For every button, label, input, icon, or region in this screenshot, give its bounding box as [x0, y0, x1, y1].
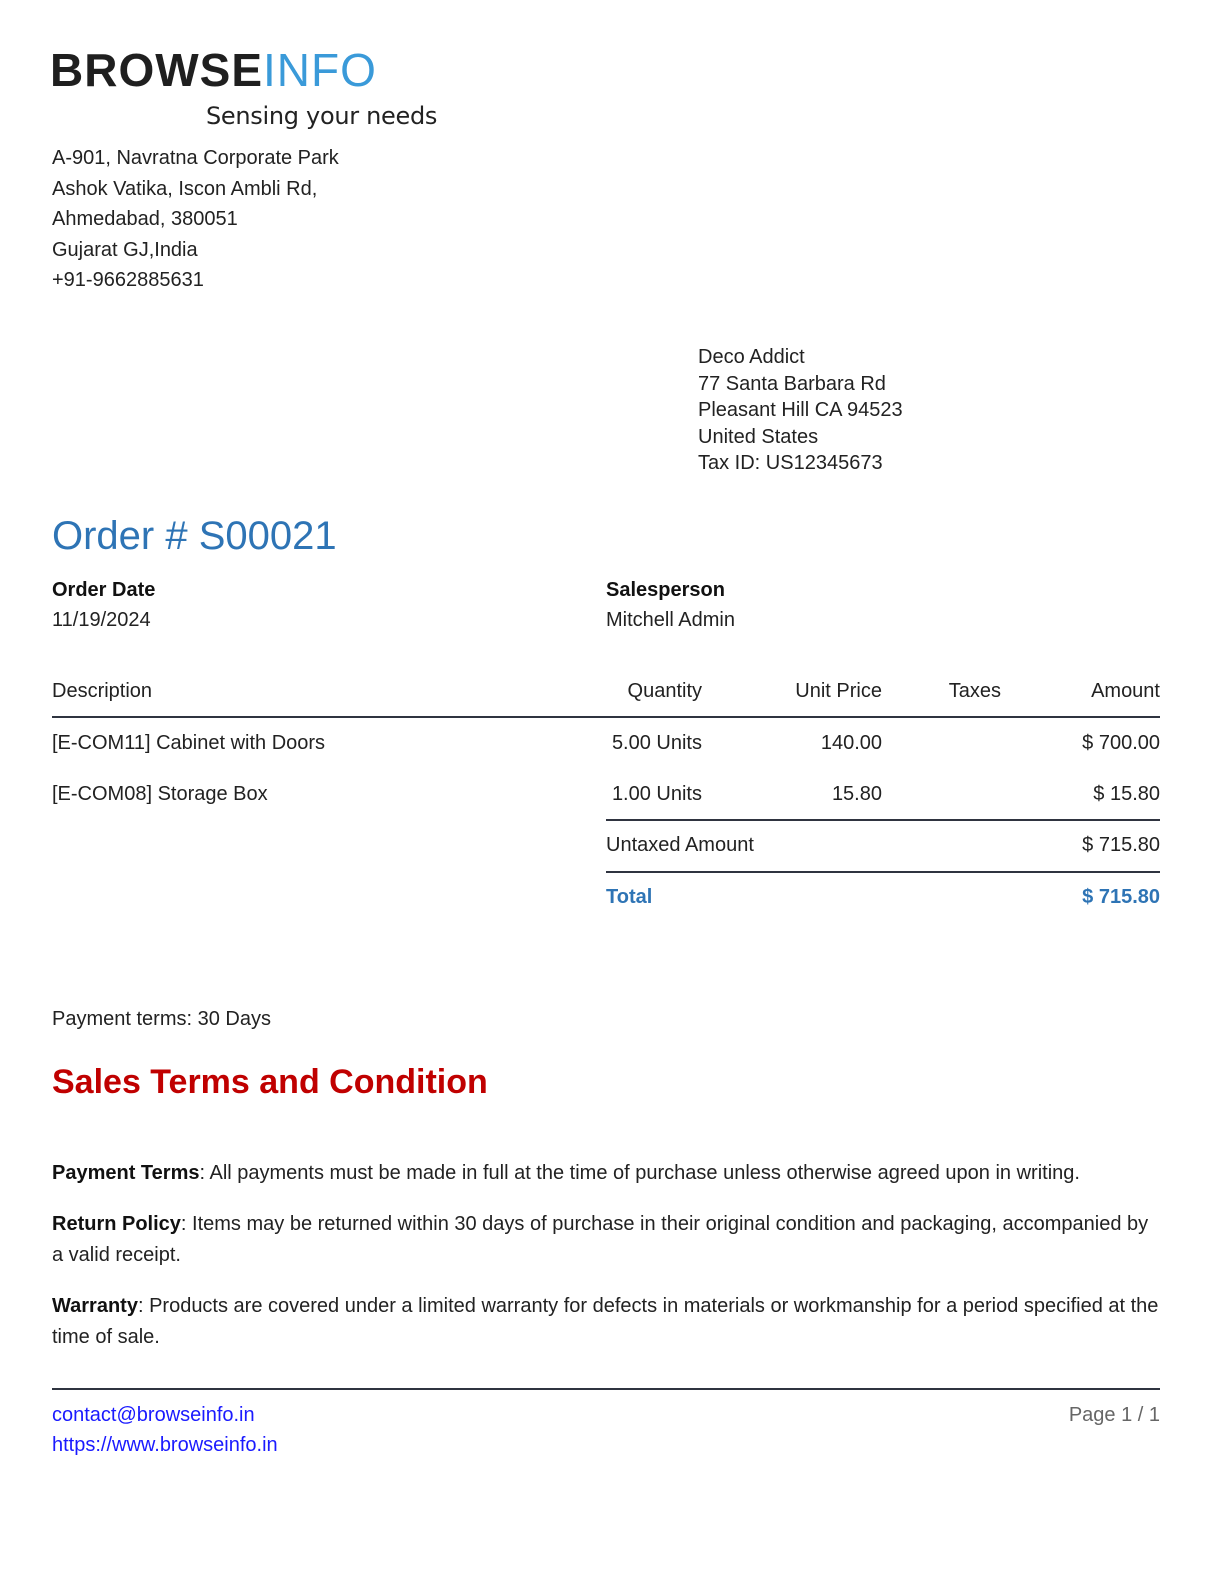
col-header-description: Description [52, 680, 153, 702]
terms-label: Payment Terms [52, 1162, 200, 1184]
total-rule [606, 871, 1160, 873]
col-header-quantity: Quantity [627, 680, 702, 702]
company-address [52, 143, 339, 296]
row-amount: $ 700.00 [1082, 732, 1160, 754]
untaxed-rule [606, 819, 1160, 821]
untaxed-amount-value: $ 715.80 [1082, 834, 1160, 856]
salesperson-value: Mitchell Admin [606, 609, 735, 631]
logo-wordmark [50, 46, 377, 94]
terms-paragraph-warranty [52, 1291, 1164, 1352]
row-quantity: 1.00 Units [611, 783, 702, 805]
company-address-line: Ahmedabad, 380051 [52, 208, 238, 230]
untaxed-amount-label: Untaxed Amount [606, 834, 754, 856]
row-description: [E-COM08] Storage Box [52, 783, 268, 805]
col-header-amount: Amount [1091, 680, 1160, 702]
total-value: $ 715.80 [1082, 886, 1160, 908]
col-header-taxes: Taxes [948, 680, 1001, 702]
company-phone: +91-9662885631 [52, 269, 204, 291]
customer-name: Deco Addict [698, 346, 805, 368]
col-header-unit-price: Unit Price [795, 680, 882, 702]
page-number: Page 1 / 1 [1068, 1404, 1160, 1426]
customer-tax-id: Tax ID: US12345673 [698, 452, 883, 474]
row-amount: $ 15.80 [1093, 783, 1160, 805]
logo-wordmark-dark: BROWSE [50, 44, 263, 96]
payment-terms-line: Payment terms: 30 Days [52, 1008, 271, 1030]
logo-wordmark-accent: INFO [263, 44, 377, 96]
total-label: Total [606, 886, 653, 908]
footer-email-link[interactable]: contact@browseinfo.in [52, 1404, 255, 1426]
order-date-block [52, 575, 155, 635]
terms-paragraph-return [52, 1209, 1164, 1270]
customer-street: 77 Santa Barbara Rd [698, 372, 886, 395]
order-date-value: 11/19/2024 [52, 609, 151, 631]
terms-text: : All payments must be made in full at the time of purchase unless otherwise agreed upon in writing. [199, 1162, 1080, 1184]
table-row [0, 781, 1224, 807]
customer-country: United States [698, 425, 819, 448]
company-address-line: Gujarat GJ,India [52, 238, 198, 261]
company-logo [50, 44, 438, 136]
order-date-label: Order Date [52, 579, 156, 601]
footer-rule [52, 1388, 1160, 1390]
row-unit-price: 140.00 [820, 732, 882, 754]
row-unit-price: 15.80 [831, 783, 882, 805]
row-quantity: 5.00 Units [611, 732, 702, 754]
customer-city: Pleasant Hill CA 94523 [698, 399, 903, 421]
terms-label: Warranty [52, 1295, 138, 1317]
table-header-rule [52, 716, 1160, 718]
customer-address [698, 344, 903, 477]
terms-label: Return Policy [52, 1213, 181, 1235]
logo-tagline: Sensing your needs [206, 102, 438, 130]
company-address-line: A-901, Navratna Corporate Park [52, 147, 339, 169]
row-description: [E-COM11] Cabinet with Doors [52, 732, 326, 754]
salesperson-label: Salesperson [606, 579, 725, 601]
salesperson-block [606, 575, 735, 635]
terms-paragraph-payment [52, 1158, 1164, 1189]
company-address-line: Ashok Vatika, Iscon Ambli Rd, [52, 177, 318, 200]
order-title: Order # S00021 [52, 514, 337, 558]
terms-text: : Products are covered under a limited warranty for defects in materials or workmanship for a period specified at the time of sale. [52, 1295, 1159, 1348]
terms-text: : Items may be returned within 30 days of purchase in their original condition and packaging, accompanied by a valid receipt. [52, 1213, 1149, 1266]
footer-website-link[interactable]: https://www.browseinfo.in [52, 1434, 278, 1456]
table-row [0, 730, 1224, 756]
terms-title: Sales Terms and Condition [52, 1063, 488, 1101]
